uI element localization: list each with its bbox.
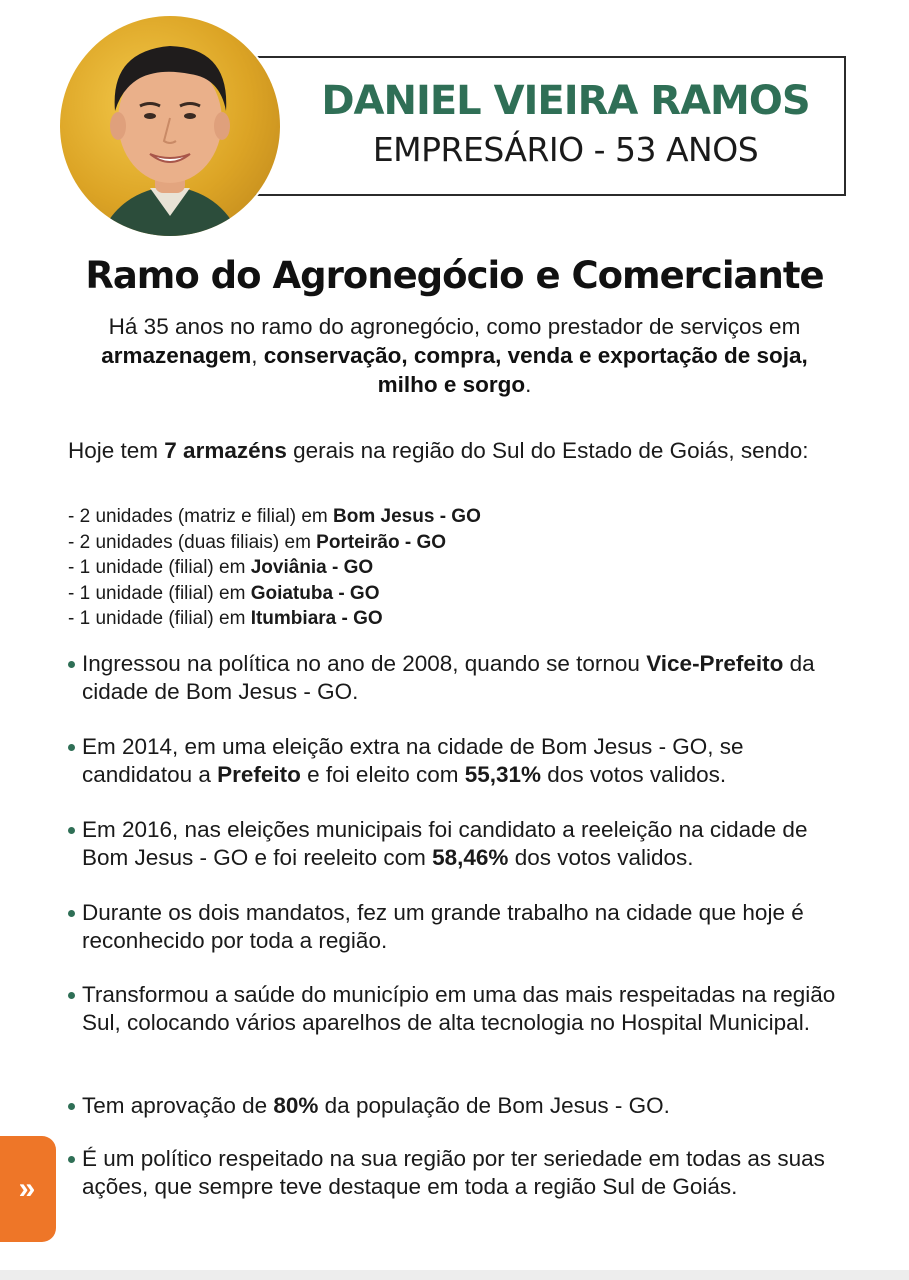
unit-location: Joviânia - GO bbox=[250, 557, 374, 578]
bullet-dot-icon bbox=[68, 1103, 75, 1110]
warehouses-text-end: gerais na região do Sul do Estado de Goiás, sendo: bbox=[286, 438, 809, 463]
bullet-text: Ingressou na política no ano de 2008, quando se tornou bbox=[82, 651, 647, 676]
header-box bbox=[205, 56, 846, 196]
bullet-text: Tem aprovação de bbox=[82, 1093, 274, 1118]
bullet-item bbox=[68, 1092, 858, 1120]
unit-text: - 1 unidade (filial) em bbox=[68, 582, 251, 604]
intro-bold-services: conservação, compra, venda e exportação de soja, milho e sorgo bbox=[263, 343, 808, 397]
bullet-bold: 58,46% bbox=[432, 844, 509, 870]
double-chevron-right-icon: » bbox=[18, 1172, 36, 1205]
header-text bbox=[287, 78, 844, 172]
bullet-item bbox=[68, 1145, 858, 1200]
unit-location: Goiatuba - GO bbox=[250, 582, 380, 604]
bullet-dot-icon bbox=[68, 910, 75, 917]
bullet-bold: 80% bbox=[273, 1093, 319, 1118]
unit-item bbox=[68, 555, 481, 581]
unit-item bbox=[68, 606, 481, 632]
bullet-dot-icon bbox=[68, 992, 75, 999]
bullet-text: e foi eleito com bbox=[300, 761, 465, 787]
bottom-bar bbox=[0, 1270, 909, 1280]
unit-text: - 2 unidades (matriz e filial) em bbox=[68, 506, 334, 527]
unit-location: Itumbiara - GO bbox=[250, 608, 383, 629]
unit-location: Porteirão - GO bbox=[316, 531, 447, 553]
next-page-tab[interactable] bbox=[0, 1136, 56, 1242]
bullet-text: Durante os dois mandatos, fez um grande trabalho na cidade que hoje é reconhecido por toda a região. bbox=[82, 900, 804, 953]
candidate-role: EMPRESÁRIO - 53 ANOS bbox=[372, 130, 759, 169]
warehouses-count: 7 armazéns bbox=[164, 438, 287, 463]
bullet-text: da cidade de Bom Jesus - GO. bbox=[82, 651, 815, 704]
bullet-text: É um político respeitado na sua região por ter seriedade em todas as suas ações, que sempre teve destaque em toda a região Sul de Goiás. bbox=[82, 1146, 825, 1199]
unit-text: - 1 unidade (filial) em bbox=[68, 557, 251, 578]
units-list bbox=[68, 504, 481, 632]
bullet-item bbox=[68, 733, 858, 788]
warehouses-text: Hoje tem bbox=[68, 438, 165, 463]
bullet-item bbox=[68, 650, 858, 705]
bullet-text: Em 2016, nas eleições municipais foi candidato a reeleição na cidade de Bom Jesus - GO e foi reeleito com bbox=[82, 817, 808, 870]
unit-text: - 2 unidades (duas filiais) em bbox=[68, 531, 317, 553]
bullet-dot-icon bbox=[68, 744, 75, 751]
intro-bold-storage: armazenagem bbox=[101, 343, 252, 368]
unit-text: - 1 unidade (filial) em bbox=[68, 608, 251, 629]
candidate-name: DANIEL VIEIRA RAMOS bbox=[321, 78, 810, 124]
bullet-dot-icon bbox=[68, 1156, 75, 1163]
bullet-text: Em 2014, em uma eleição extra na cidade de Bom Jesus - GO, se candidatou a bbox=[82, 734, 744, 787]
bullet-text: Transformou a saúde do município em uma das mais respeitadas na região Sul, colocando vários aparelhos de alta tecnologia no Hospital Municipal. bbox=[82, 982, 836, 1035]
portrait-image bbox=[60, 16, 280, 236]
bullet-item bbox=[68, 981, 858, 1036]
unit-item bbox=[68, 504, 481, 530]
bullet-dot-icon bbox=[68, 661, 75, 668]
bullet-dot-icon bbox=[68, 827, 75, 834]
bullet-item bbox=[68, 816, 858, 871]
unit-item bbox=[68, 581, 481, 607]
warehouses-paragraph bbox=[68, 436, 858, 465]
bullet-bold: Prefeito bbox=[217, 761, 301, 787]
bullet-bold: Vice-Prefeito bbox=[646, 651, 784, 676]
intro-text: Há 35 anos no ramo do agronegócio, como prestador de serviços em bbox=[108, 314, 801, 339]
section-title: Ramo do Agronegócio e Comerciante bbox=[85, 254, 824, 297]
unit-location: Bom Jesus - GO bbox=[333, 506, 481, 527]
unit-item bbox=[68, 530, 481, 556]
bullet-text: dos votos validos. bbox=[541, 761, 727, 787]
avatar bbox=[60, 16, 280, 236]
intro-text-end: . bbox=[525, 372, 532, 397]
bullet-text: dos votos validos. bbox=[508, 844, 694, 870]
intro-paragraph bbox=[90, 312, 819, 399]
bullet-item bbox=[68, 899, 858, 954]
bullet-bold: 55,31% bbox=[464, 761, 542, 787]
intro-text-separator: , bbox=[251, 343, 264, 368]
bullet-text: da população de Bom Jesus - GO. bbox=[318, 1093, 670, 1118]
